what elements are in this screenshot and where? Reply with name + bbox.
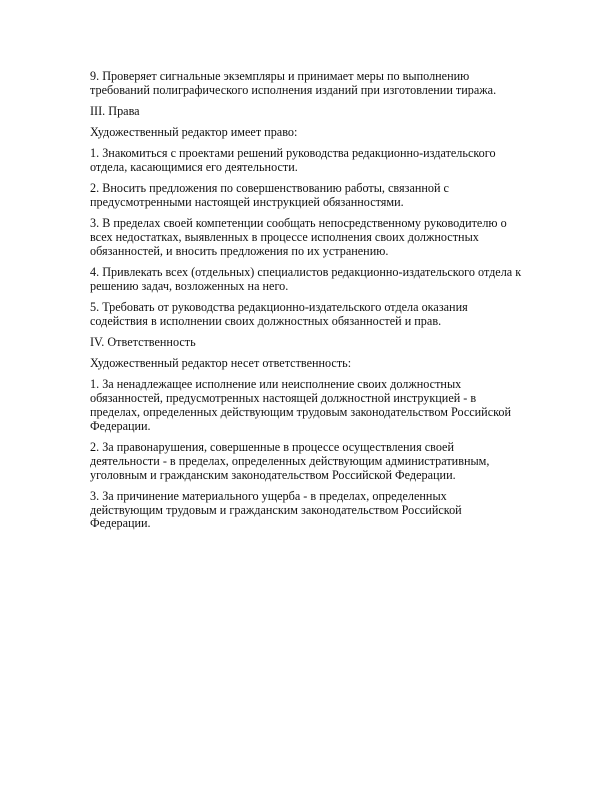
rights-item-4: 4. Привлекать всех (отдельных) специалистов редакционно-издательского отдела к решению задач, возложенных на него. [90,265,522,293]
section-heading-responsibility: IV. Ответственность [90,335,196,350]
rights-item-5: 5. Требовать от руководства редакционно-издательского отдела оказания содействия в исполнении своих должностных обязанностей и прав. [90,300,468,328]
responsibility-item-3: 3. За причинение материального ущерба - в пределах, определенных действующим трудовым и гражданским законодательством Российской Федерации. [90,488,462,531]
section-rights [90,105,522,329]
rights-item-2: 2. Вносить предложения по совершенствованию работы, связанной с предусмотренными настоящей инструкцией обязанностями. [90,181,449,210]
section-responsibility [90,336,522,531]
document-page [90,70,522,539]
section-intro-rights: Художественный редактор имеет право: [90,125,298,140]
section-heading-rights: III. Права [90,103,140,118]
section-intro-responsibility: Художественный редактор несет ответственность: [90,356,352,371]
rights-item-1: 1. Знакомиться с проектами решений руководства редакционно-издательского отдела, касающимися его деятельности. [90,146,496,175]
duty-item-9: 9. Проверяет сигнальные экземпляры и принимает меры по выполнению требований полиграфического исполнения изданий при изготовлении тиража. [90,69,497,97]
responsibility-item-1: 1. За ненадлежащее исполнение или неисполнение своих должностных обязанностей, предусмотренных настоящей должностной инструкцией - в пределах, определенных действующим трудовым законодательством Российской Федерации. [90,377,512,433]
responsibility-item-2: 2. За правонарушения, совершенные в процессе осуществления своей деятельности - в пределах, определенных действующим административным, уголовным и гражданским законодательством Российской Федерации. [90,440,490,482]
rights-item-3: 3. В пределах своей компетенции сообщать непосредственному руководителю о всех недостатках, выявленных в процессе исполнения своих должностных обязанностей, и вносить предложения по их устранению. [90,216,507,258]
